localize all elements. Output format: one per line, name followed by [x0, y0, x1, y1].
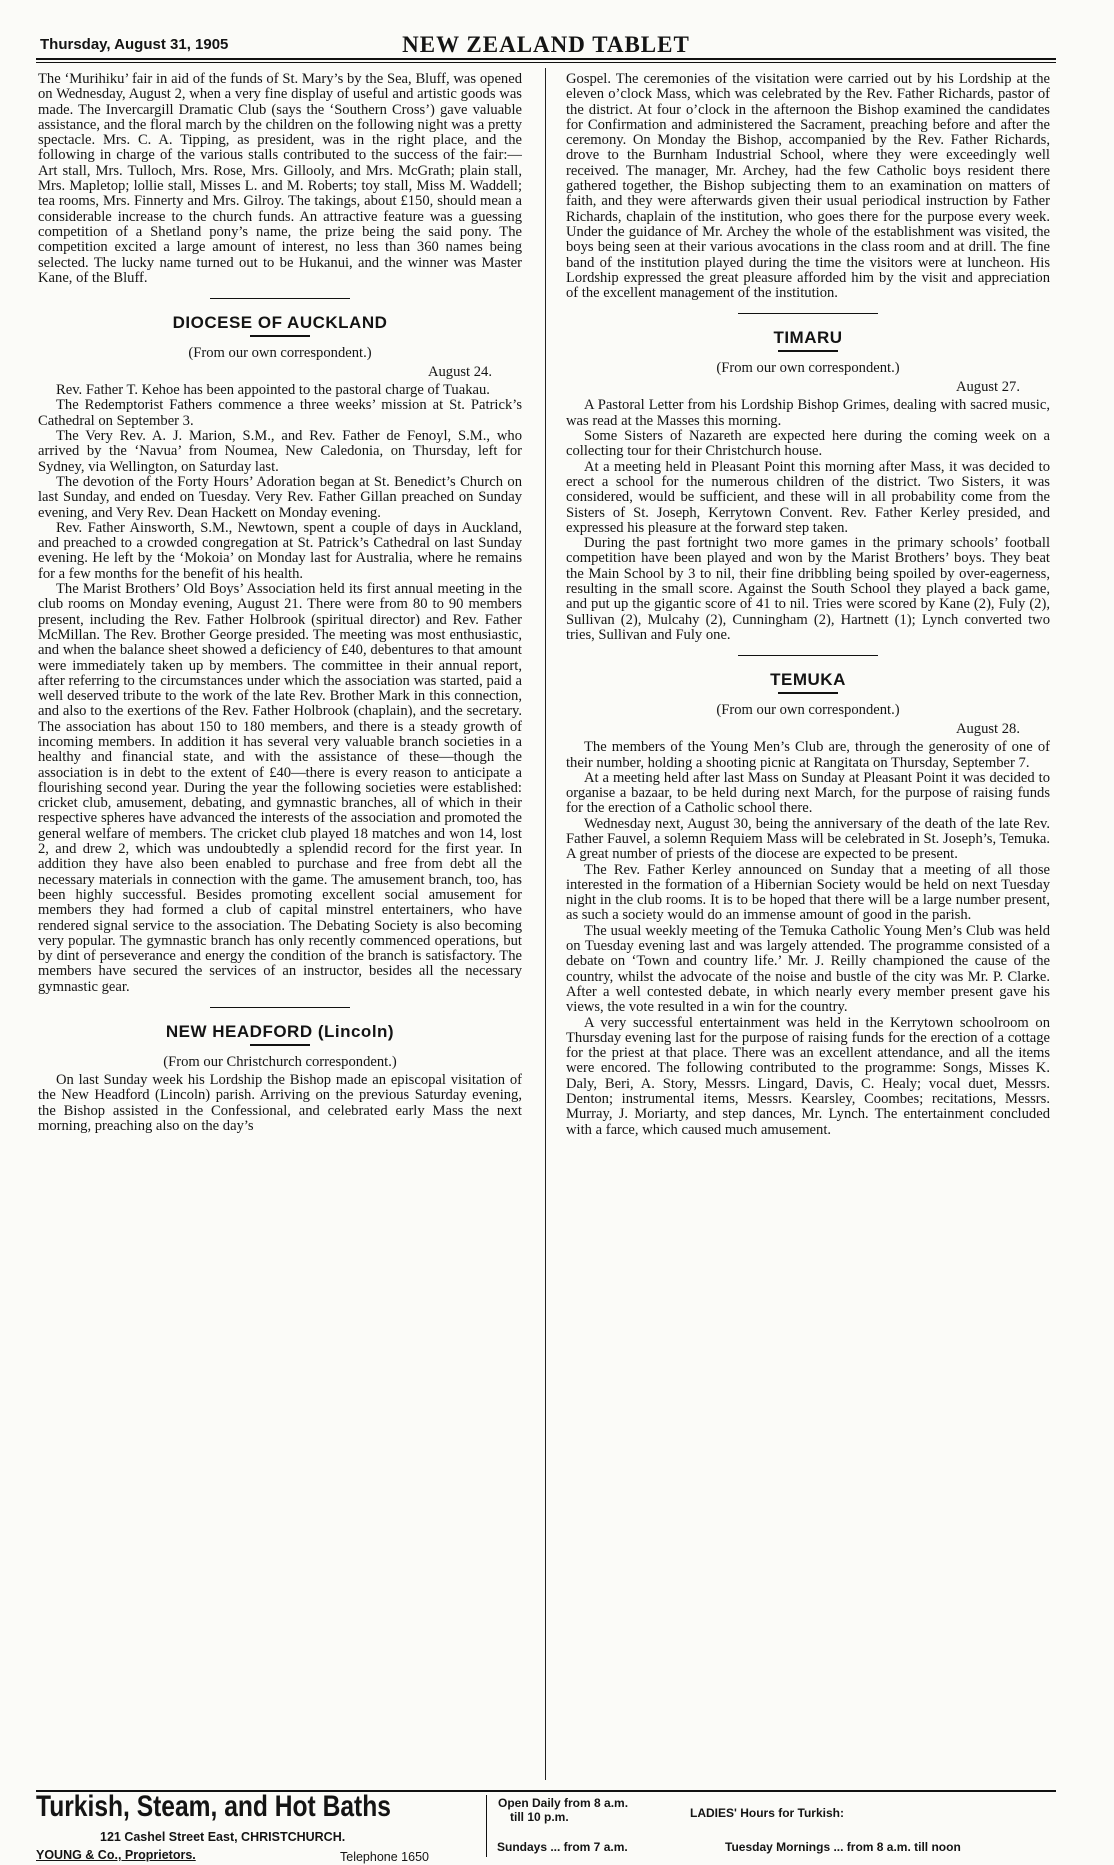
article-paragraph: The members of the Young Men’s Club are, through the generosity of one of their number, holding a shooting picnic at Rangitata on Thursday, September 7. [566, 739, 1050, 771]
left-column [38, 72, 522, 1784]
article-paragraph: Wednesday next, August 30, being the anniversary of the death of the late Rev. Father Fauvel, a solemn Requiem Mass will be celebrated in St. Joseph’s, Temuka. A great number of priests of the diocese are expected to be present. [566, 815, 1050, 863]
tuesday-hours: Tuesday Mornings ... from 8 a.m. till noon [725, 1840, 961, 1854]
article-paragraph: On last Sunday week his Lordship the Bishop made an episcopal visitation of the New Headford (Lincoln) parish. Arriving on the previous Saturday evening, the Bishop assisted in the Confessional, and celebrated early Mass the next morning, preaching also on the day’s [38, 1072, 522, 1134]
timaru-dateline: August 27. [955, 379, 1020, 396]
section-separator [210, 1007, 350, 1008]
article-paragraph: The Marist Brothers’ Old Boys’ Association held its first annual meeting in the club rooms on Monday evening, August 21. There were from 80 to 90 members present, including the Rev. Father Holbrook (spiritual director) and Rev. Father McMillan. The Rev. Brother George presided. The meeting was most enthusiastic, and when the balance sheet showed a deficiency of £40, debentures to that amount were immediately taken up by members. The committee in their annual report, after referring to the circumstances under which the association was started, paid a well deserved tribute to the work of the late Rev. Brother Mark in this connection, and also to the exertions of the Rev. Father Holbrook (chaplain), and the secretary. The association has about 150 to 180 members, and there is a steady growth of incoming members. In addition it has several very valuable branch societies in a healthy and financial state, and with the assistance of these—though the association is in debt to the extent of £40—there is every reason to anticipate a flourishing second year. During the year the following societies were established: cricket club, amusement, debating, and gymnastic branches, all of which in their respective spheres have advanced the interests of the association and promoted the general welfare of members. The cricket club played 18 matches and won 14, lost 2, and drew 2, which was undoubtedly a splendid record for the first year. In addition they have also been enabled to purchase and free from debt all the necessary materials in connection with the game. The amusement branch, too, has been highly successful. Besides promoting excellent social amusement for members they had formed a club of capital minstrel entertainers, who have rendered signal service to the association. The Debating Society is also becoming very popular. The gymnastic branch has only recently commenced operations, but by dint of perseverance and energy the condition of the branch is satisfactory. The members have secured the services of an instructor, besides all the necessary gymnastic gear. [38, 581, 522, 995]
article-paragraph: The usual weekly meeting of the Temuka Catholic Young Men’s Club was held on Tuesday evening last and was largely attended. The programme consisted of a debate on ‘Town and country life.’ Mr. J. Reilly championed the cause of the country, whilst the advocate of the noise and bustle of the city was Mr. P. Clarke. After a well contested debate, in which nearly every member present gave his views, the vote resulted in a win for the country. [566, 922, 1050, 1016]
issue-date: Thursday, August 31, 1905 [40, 36, 229, 53]
section-separator [738, 655, 878, 656]
heading-rule [250, 335, 310, 337]
masthead-rule-thin [36, 62, 1056, 63]
article-paragraph: The Redemptorist Fathers commence a three weeks’ mission at St. Patrick’s Cathedral on September 3. [38, 397, 522, 429]
auckland-heading: DIOCESE OF AUCKLAND [172, 313, 388, 333]
publication-title: NEW ZEALAND TABLET [402, 32, 690, 57]
section-separator [210, 298, 350, 299]
article-paragraph: During the past fortnight two more games in the primary schools’ football competition have been played and won by the Marist Brothers’ boys. They beat the Main School by 3 to nil, their fine dribbling being spoiled by over-eagerness, resulting in the small score. Against the South School they played a back game, and put up the gigantic score of 41 to nil. Tries were scored by Kane (2), Fuly (2), Sullivan (2), Mulcahy (2), Cunningham (2), Hartnett (1); Lynch converted two tries, Sullivan and Fuly one. [566, 535, 1050, 643]
temuka-dateline: August 28. [955, 721, 1020, 738]
right-column [566, 72, 1050, 1784]
article-paragraph: A very successful entertainment was held in the Kerrytown schoolroom on Thursday evening last for the purpose of raising funds for the erection of a cottage for the priest at that place. There was an excellent attendance, and all the items were encored. The following contributed to the programme: Songs, Misses K. Daly, Beri, A. Story, Messrs. Lingard, Davis, C. Healy; vocal duet, Messrs. Denton; instrumental items, Messrs. Kearsley, Coombes; recitations, Messrs. Murray, J. Moriarty, and step dances, Mr. Lynch. The entertainment concluded with a farce, which caused much amusement. [566, 1014, 1050, 1138]
article-paragraph: Some Sisters of Nazareth are expected here during the coming week on a collecting tour for their Christchurch house. [566, 428, 1050, 460]
column-divider [545, 68, 546, 1780]
section-separator [738, 313, 878, 314]
advertisement-title: Turkish, Steam, and Hot Baths [36, 1790, 391, 1823]
advertisement-divider [486, 1795, 487, 1857]
bluff-fair-paragraph: The ‘Murihiku’ fair in aid of the funds of St. Mary’s by the Sea, Bluff, was opened on Wednesday, August 2, when a very fine display of useful and artistic goods was made. The Invercargill Dramatic Club (says the ‘Southern Cross’) gave valuable assistance, and the floral march by the children on the following night was a pretty spectacle. Mrs. C. A. Tipping, as president, was in the right place, and the following in charge of the various stalls contributed to the success of the fair:—Art stall, Mrs. Tulloch, Mrs. Rose, Mrs. Gillooly, and Mrs. McGrath; plain stall, Mrs. Mapletop; lollie stall, Misses L. and M. Roberts; toy stall, Miss M. Waddell; tea rooms, Mrs. Finnerty and Mrs. Gilroy. The takings, about £150, should mean a considerable increase to the church funds. An attractive feature was a guessing competition of a Shetland pony’s name, the prize being the said pony. The competition excited a large amount of interest, no less than 360 names being selected. The lucky name turned out to be Hukanui, and the winner was Master Kane, of the Bluff. [38, 72, 522, 286]
masthead-rule [36, 58, 1056, 60]
advertisement-telephone: Telephone 1650 [340, 1850, 429, 1864]
article-paragraph: The devotion of the Forty Hours’ Adoration began at St. Benedict’s Church on last Sunday, and ended on Tuesday. Very Rev. Father Gillan preached on Sunday evening, and Very Rev. Dean Hackett on Monday evening. [38, 473, 522, 521]
article-paragraph: A Pastoral Letter from his Lordship Bishop Grimes, dealing with sacred music, was read at the Masses this morning. [566, 397, 1050, 429]
masthead [36, 30, 1056, 56]
timaru-heading: TIMARU [773, 328, 843, 348]
advertisement-address: 121 Cashel Street East, CHRISTCHURCH. [100, 1830, 346, 1844]
auckland-dateline: August 24. [427, 364, 492, 381]
article-paragraph: Rev. Father T. Kehoe has been appointed to the pastoral charge of Tuakau. [56, 382, 490, 399]
article-paragraph: The Very Rev. A. J. Marion, S.M., and Rev. Father de Fenoyl, S.M., who arrived by the ‘Navua’ from Noumea, New Caledonia, on Thursday, left for Sydney, via Wellington, on Saturday last. [38, 428, 522, 475]
headford-continuation: Gospel. The ceremonies of the visitation were carried out by his Lordship at the eleven o’clock Mass, which was celebrated by the Rev. Father Richards, pastor of the district. At four o’clock in the afternoon the Bishop examined the candidates for Confirmation and administered the Sacrament, preaching before and after the ceremony. On Monday the Bishop, accompanied by the Rev. Father Richards, drove to the Burnham Industrial School, where they were exceedingly well received. The manager, Mr. Archey, had the few Catholic boys resident there gathered together, the Bishop subjecting them to an examination on matters of faith, and they were afterwards given their usual periodical instruction by Father Richards, chaplain of the institution, who goes there for the purpose every week. Under the guidance of Mr. Archey the whole of the establishment was visited, the boys being seen at their various avocations in the class room and at drill. The fine band of the institution played during the time the visitors were at luncheon. His Lordship expressed the great pleasure afforded him by the visit and appreciation of the excellent management of the institution. [566, 72, 1050, 302]
closing-hours: till 10 p.m. [510, 1810, 569, 1824]
timaru-byline: (From our own correspondent.) [716, 360, 900, 377]
auckland-byline: (From our own correspondent.) [188, 345, 372, 362]
advertisement-proprietors: YOUNG & Co., Proprietors. [36, 1848, 196, 1862]
opening-hours: Open Daily from 8 a.m. [498, 1796, 629, 1810]
article-paragraph: At a meeting held in Pleasant Point this morning after Mass, it was decided to erect a school for the numerous children of the district. Two Sisters, it was considered, would be sufficient, and these will in all probability come from the Sisters of St. Joseph, Kerrytown Convent. Rev. Father Kerley presided, and expressed his pleasure at the forward step taken. [566, 458, 1050, 536]
headford-heading: NEW HEADFORD (Lincoln) [165, 1022, 395, 1042]
ladies-hours-label: LADIES' Hours for Turkish: [690, 1806, 844, 1820]
temuka-byline: (From our own correspondent.) [716, 702, 900, 719]
article-paragraph: The Rev. Father Kerley announced on Sunday that a meeting of all those interested in the formation of a Hibernian Society would be held on next Tuesday night in the club rooms. It is to be hoped that there will be a large number present, as such a society would do an immense amount of good in the parish. [566, 861, 1050, 924]
article-paragraph: At a meeting held after last Mass on Sunday at Pleasant Point it was decided to organise a bazaar, to be held during next March, for the purpose of raising funds for the erection of a Catholic school there. [566, 769, 1050, 817]
temuka-heading: TEMUKA [770, 670, 846, 690]
sunday-hours: Sundays ... from 7 a.m. [497, 1840, 628, 1854]
article-paragraph: Rev. Father Ainsworth, S.M., Newtown, spent a couple of days in Auckland, and preached to a crowded congregation at St. Patrick’s Cathedral on last Sunday evening. He left by the ‘Mokoia’ on Monday last for Australia, where he remains for a few months for the benefit of his health. [38, 519, 522, 582]
heading-rule [778, 692, 838, 694]
heading-rule [778, 350, 838, 352]
headford-byline: (From our Christchurch correspondent.) [163, 1054, 397, 1071]
heading-rule [250, 1044, 310, 1046]
